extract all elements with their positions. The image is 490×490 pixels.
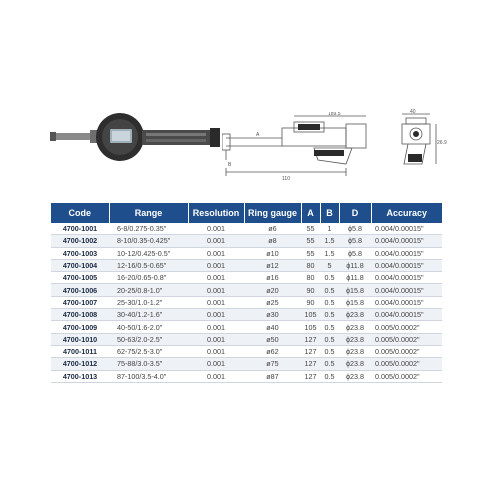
accuracy-cell: 0.004/0.00015" <box>371 235 442 247</box>
accuracy-cell: 0.004/0.00015" <box>371 309 442 321</box>
accuracy-cell: 0.005/0.0002" <box>371 321 442 333</box>
ring-gauge-cell: ø16 <box>244 272 301 284</box>
dim-label: 189.5 <box>328 112 341 117</box>
table-row <box>51 296 442 308</box>
resolution-cell: 0.001 <box>188 309 244 321</box>
dim-label: 110 <box>282 176 290 182</box>
d-cell: ϕ23.8 <box>339 345 371 357</box>
code-cell: 4700-1001 <box>51 223 109 235</box>
code-cell: 4700-1011 <box>51 345 109 357</box>
d-cell: ϕ23.8 <box>339 321 371 333</box>
spec-table <box>51 203 442 383</box>
a-cell: 127 <box>301 358 320 370</box>
d-cell: ϕ5.8 <box>339 235 371 247</box>
table-row <box>51 247 442 259</box>
resolution-cell: 0.001 <box>188 247 244 259</box>
d-cell: ϕ23.8 <box>339 333 371 345</box>
accuracy-cell: 0.005/0.0002" <box>371 345 442 357</box>
table-row <box>51 309 442 321</box>
ring-gauge-cell: ø40 <box>244 321 301 333</box>
dim-label: A <box>256 132 260 138</box>
d-cell: ϕ5.8 <box>339 223 371 235</box>
b-cell: 0.5 <box>320 272 339 284</box>
a-cell: 127 <box>301 333 320 345</box>
code-cell: 4700-1007 <box>51 296 109 308</box>
a-cell: 105 <box>301 309 320 321</box>
code-cell: 4700-1004 <box>51 259 109 271</box>
table-row <box>51 321 442 333</box>
table-row <box>51 345 442 357</box>
header-range: Range <box>109 203 188 223</box>
b-cell: 0.5 <box>320 309 339 321</box>
resolution-cell: 0.001 <box>188 296 244 308</box>
d-cell: ϕ15.8 <box>339 284 371 296</box>
b-cell: 0.5 <box>320 345 339 357</box>
a-cell: 127 <box>301 345 320 357</box>
table-row <box>51 259 442 271</box>
range-cell: 40-50/1.6-2.0" <box>109 321 188 333</box>
code-cell: 4700-1002 <box>51 235 109 247</box>
ring-gauge-cell: ø75 <box>244 358 301 370</box>
resolution-cell: 0.001 <box>188 333 244 345</box>
ring-gauge-cell: ø20 <box>244 284 301 296</box>
resolution-cell: 0.001 <box>188 272 244 284</box>
d-cell: ϕ23.8 <box>339 358 371 370</box>
b-cell: 0.5 <box>320 358 339 370</box>
header-resolution: Resolution <box>188 203 244 223</box>
resolution-cell: 0.001 <box>188 345 244 357</box>
a-cell: 105 <box>301 321 320 333</box>
ring-gauge-cell: ø50 <box>244 333 301 345</box>
table-row <box>51 333 442 345</box>
range-cell: 50-63/2.0-2.5" <box>109 333 188 345</box>
range-cell: 25-30/1.0-1.2" <box>109 296 188 308</box>
table-row <box>51 358 442 370</box>
header-d: D <box>339 203 371 223</box>
d-cell: ϕ23.8 <box>339 309 371 321</box>
header-a: A <box>301 203 320 223</box>
b-cell: 0.5 <box>320 370 339 382</box>
table-row <box>51 284 442 296</box>
table-row <box>51 370 442 382</box>
code-cell: 4700-1010 <box>51 333 109 345</box>
ring-gauge-cell: ø25 <box>244 296 301 308</box>
b-cell: 1.5 <box>320 235 339 247</box>
d-cell: ϕ11.8 <box>339 272 371 284</box>
d-cell: ϕ23.8 <box>339 370 371 382</box>
a-cell: 55 <box>301 223 320 235</box>
b-cell: 1.5 <box>320 247 339 259</box>
accuracy-cell: 0.004/0.00015" <box>371 284 442 296</box>
resolution-cell: 0.001 <box>188 223 244 235</box>
dim-label: B <box>228 162 232 168</box>
range-cell: 87-100/3.5-4.0" <box>109 370 188 382</box>
table-body <box>51 223 442 382</box>
ring-gauge-cell: ø30 <box>244 309 301 321</box>
b-cell: 0.5 <box>320 333 339 345</box>
code-cell: 4700-1013 <box>51 370 109 382</box>
accuracy-cell: 0.005/0.0002" <box>371 333 442 345</box>
ring-gauge-cell: ø62 <box>244 345 301 357</box>
header-code: Code <box>51 203 109 223</box>
a-cell: 90 <box>301 296 320 308</box>
code-cell: 4700-1006 <box>51 284 109 296</box>
resolution-cell: 0.001 <box>188 284 244 296</box>
side-view-drawing <box>222 112 372 192</box>
accuracy-cell: 0.004/0.00015" <box>371 259 442 271</box>
range-cell: 75-88/3.0-3.5" <box>109 358 188 370</box>
a-cell: 55 <box>301 235 320 247</box>
code-cell: 4700-1003 <box>51 247 109 259</box>
dim-label: 40 <box>410 109 416 115</box>
ring-gauge-cell: ø8 <box>244 235 301 247</box>
range-cell: 20-25/0.8-1.0" <box>109 284 188 296</box>
bore-gauge-illustration <box>50 103 240 173</box>
accuracy-cell: 0.004/0.00015" <box>371 223 442 235</box>
front-view-drawing <box>392 108 452 178</box>
table-header-row <box>51 203 442 223</box>
table-row <box>51 223 442 235</box>
ring-gauge-cell: ø10 <box>244 247 301 259</box>
range-cell: 6-8/0.275-0.35" <box>109 223 188 235</box>
b-cell: 0.5 <box>320 296 339 308</box>
d-cell: ϕ5.8 <box>339 247 371 259</box>
range-cell: 62-75/2.5-3.0" <box>109 345 188 357</box>
code-cell: 4700-1005 <box>51 272 109 284</box>
table-row <box>51 235 442 247</box>
resolution-cell: 0.001 <box>188 321 244 333</box>
resolution-cell: 0.001 <box>188 259 244 271</box>
a-cell: 80 <box>301 272 320 284</box>
resolution-cell: 0.001 <box>188 370 244 382</box>
range-cell: 16-20/0.65-0.8" <box>109 272 188 284</box>
b-cell: 0.5 <box>320 321 339 333</box>
technical-drawings <box>0 0 490 200</box>
accuracy-cell: 0.005/0.0002" <box>371 370 442 382</box>
header-b: B <box>320 203 339 223</box>
ring-gauge-cell: ø87 <box>244 370 301 382</box>
range-cell: 10-12/0.425-0.5" <box>109 247 188 259</box>
code-cell: 4700-1012 <box>51 358 109 370</box>
range-cell: 8-10/0.35-0.425" <box>109 235 188 247</box>
a-cell: 90 <box>301 284 320 296</box>
dim-label: 26.9 <box>437 140 447 146</box>
ring-gauge-cell: ø12 <box>244 259 301 271</box>
code-cell: 4700-1008 <box>51 309 109 321</box>
accuracy-cell: 0.004/0.00015" <box>371 272 442 284</box>
resolution-cell: 0.001 <box>188 235 244 247</box>
d-cell: ϕ11.8 <box>339 259 371 271</box>
accuracy-cell: 0.004/0.00015" <box>371 247 442 259</box>
ring-gauge-cell: ø6 <box>244 223 301 235</box>
b-cell: 0.5 <box>320 284 339 296</box>
code-cell: 4700-1009 <box>51 321 109 333</box>
range-cell: 12-16/0.5-0.65" <box>109 259 188 271</box>
table-row <box>51 272 442 284</box>
a-cell: 80 <box>301 259 320 271</box>
accuracy-cell: 0.004/0.00015" <box>371 296 442 308</box>
b-cell: 1 <box>320 223 339 235</box>
resolution-cell: 0.001 <box>188 358 244 370</box>
accuracy-cell: 0.005/0.0002" <box>371 358 442 370</box>
a-cell: 55 <box>301 247 320 259</box>
b-cell: 5 <box>320 259 339 271</box>
header-ring-gauge: Ring gauge <box>244 203 301 223</box>
header-accuracy: Accuracy <box>371 203 442 223</box>
a-cell: 127 <box>301 370 320 382</box>
d-cell: ϕ15.8 <box>339 296 371 308</box>
range-cell: 30-40/1.2-1.6" <box>109 309 188 321</box>
